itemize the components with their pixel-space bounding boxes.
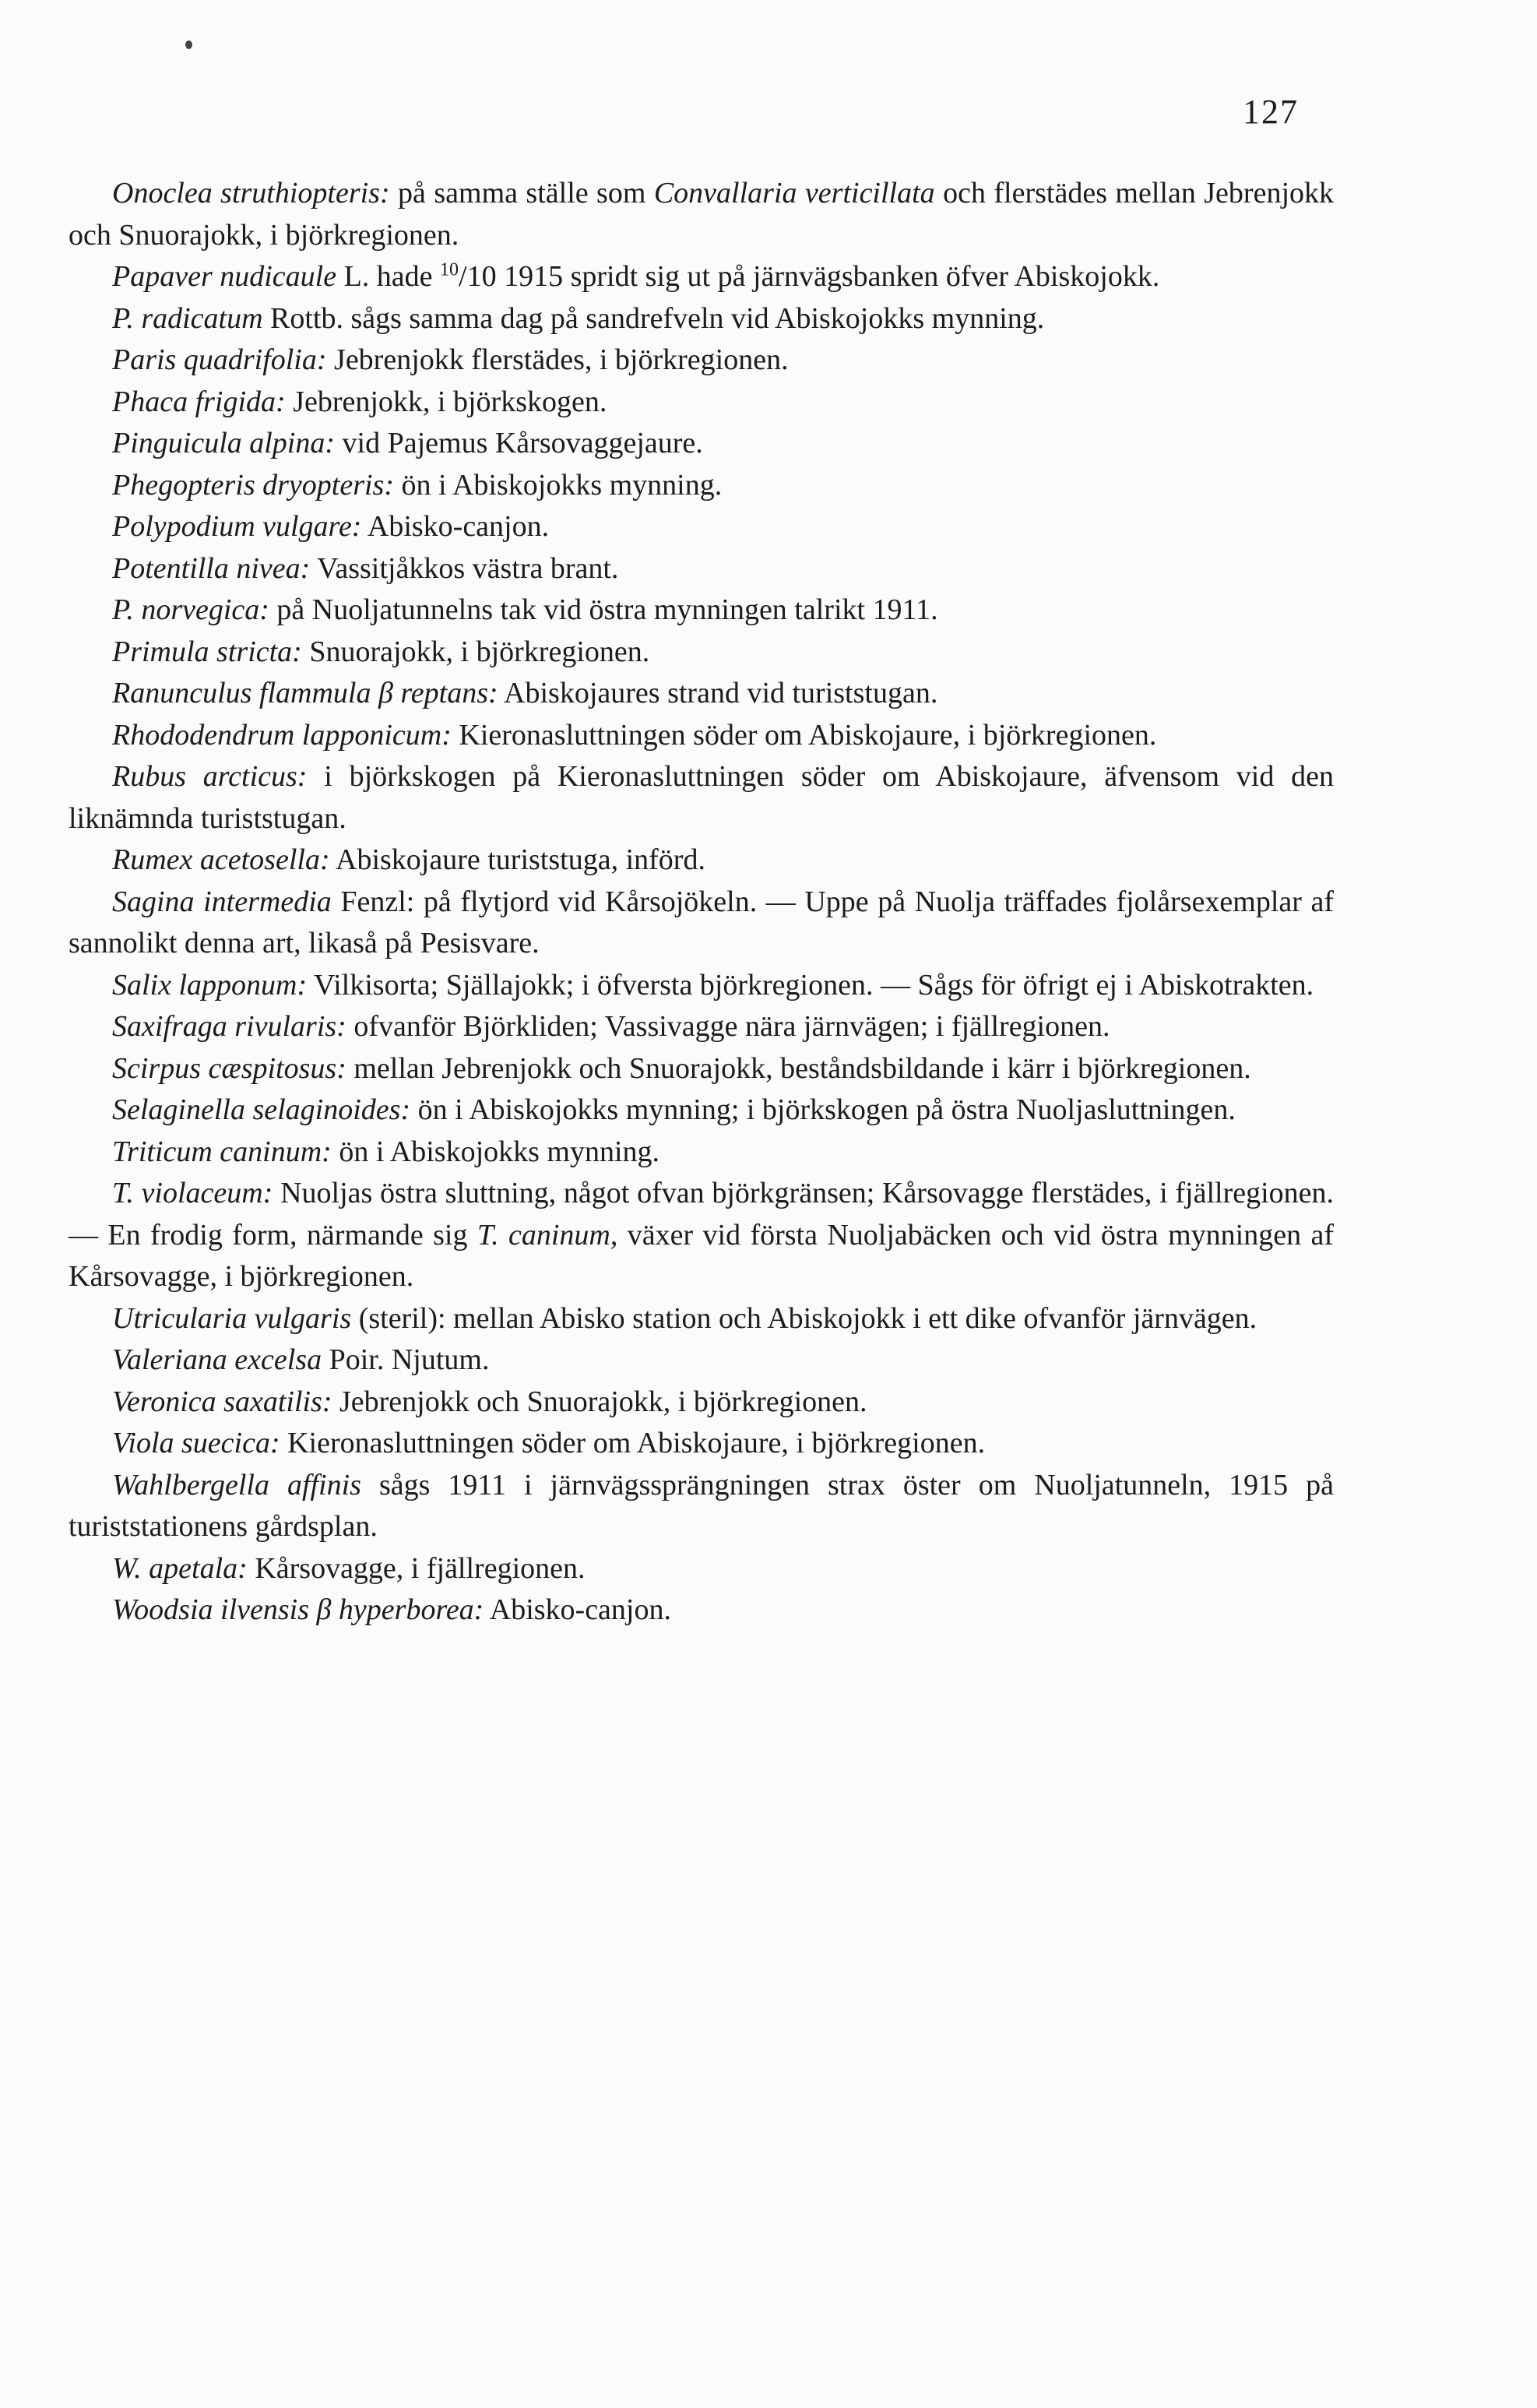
species-entry: [69, 506, 1334, 548]
species-entry: [69, 1340, 1334, 1382]
species-name: Scirpus cæspitosus:: [112, 1051, 346, 1085]
page-number: 127: [1243, 93, 1299, 131]
species-entry: [69, 882, 1334, 965]
species-name: Convallaria verticillata: [653, 177, 935, 209]
entry-text: Abiskojaure turiststuga, införd.: [329, 843, 705, 876]
species-name: Phaca frigida:: [112, 385, 286, 418]
species-name: Woodsia ilvensis β hyperborea:: [112, 1593, 484, 1626]
species-name: Papaver nudicaule: [112, 260, 337, 293]
species-name: P. radicatum: [112, 301, 263, 335]
species-name: Pinguicula alpina:: [112, 427, 336, 459]
entry-text: Abiskojaures strand vid turiststugan.: [498, 677, 938, 709]
entry-text: Abisko-canjon.: [361, 510, 550, 543]
species-name: Ranunculus flammula β reptans:: [112, 677, 498, 709]
species-name: Sagina intermedia: [112, 885, 332, 918]
entry-text: Jebrenjokk, i björkskogen.: [285, 385, 607, 418]
species-entry: [69, 1382, 1334, 1424]
species-entry: [69, 1006, 1334, 1048]
entry-text: ön i Abiskojokks mynning; i björkskogen på östra Nuoljasluttningen.: [410, 1093, 1236, 1126]
species-entry: [69, 340, 1334, 382]
species-name: Primula stricta:: [112, 635, 302, 668]
ink-speck: [185, 40, 192, 49]
species-name: Saxifraga rivularis:: [112, 1010, 346, 1043]
entry-text: på Nuoljatunnelns tak vid östra mynningen talrikt 1911.: [269, 593, 938, 626]
entry-text: i björkskogen på Kieronasluttningen söder om Abiskojaure, äfvensom vid den liknämnda turiststugan.: [69, 760, 1334, 835]
species-entry: [69, 173, 1334, 256]
entry-text: Nuoljas östra sluttning, något ofvan björkgränsen; Kårsovagge flerstädes, i fjällregionen. — En frodig form, närmande sig: [69, 1177, 1335, 1252]
species-entry: [69, 840, 1334, 882]
species-entry: [69, 1298, 1334, 1340]
species-entry: [69, 673, 1334, 715]
entry-text: Jebrenjokk flerstädes, i björkregionen.: [326, 343, 789, 376]
species-name: Salix lapponum:: [112, 968, 308, 1002]
species-name: Rhododendrum lapponicum:: [112, 718, 452, 752]
entry-text: och flerstädes mellan Jebrenjokk och Snuorajokk, i björkregionen.: [69, 177, 1334, 252]
entry-text: växer vid första Nuoljabäcken och vid östra mynningen af Kårsovagge, i björkregionen.: [69, 1218, 1335, 1293]
species-name: Veronica saxatilis:: [112, 1385, 332, 1418]
species-entry: [69, 632, 1334, 674]
species-entry: [69, 1548, 1334, 1590]
entry-text: Vilkisorta; Själlajokk; i öfversta björkregionen. — Sågs för öfrigt ej i Abiskotrakten.: [307, 968, 1314, 1002]
species-entry: [69, 1465, 1334, 1548]
species-name: T. caninum,: [477, 1218, 618, 1252]
species-name: Valeriana excelsa: [112, 1343, 322, 1376]
species-entry: [69, 298, 1334, 340]
date-denominator: /10: [459, 260, 497, 293]
entry-text: (steril): mellan Abisko station och Abiskojokk i ett dike ofvanför järnvägen.: [351, 1301, 1257, 1335]
species-name: Rumex acetosella:: [112, 843, 330, 876]
species-entry: [69, 1048, 1334, 1090]
species-entry: [69, 256, 1334, 298]
species-entry: [69, 1589, 1334, 1632]
entry-text: Kieronasluttningen söder om Abiskojaure, i björkregionen.: [451, 718, 1157, 752]
entry-text: vid Pajemus Kårsovaggejaure.: [335, 427, 703, 459]
species-name: Selaginella selaginoides:: [112, 1093, 411, 1126]
species-entry: [69, 1173, 1334, 1298]
species-name: Triticum caninum:: [112, 1135, 332, 1168]
species-name: Paris quadrifolia:: [112, 343, 327, 376]
species-name: Rubus arcticus:: [112, 760, 308, 793]
species-name: Wahlbergella affinis: [112, 1468, 361, 1501]
species-entry: [69, 1423, 1334, 1465]
entry-text: ön i Abiskojokks mynning.: [394, 468, 723, 502]
entry-text: 1915 spridt sig ut på järnvägsbanken öfver Abiskojokk.: [496, 260, 1160, 293]
species-entry: [69, 590, 1334, 632]
entry-text: Poir. Njutum.: [322, 1343, 490, 1376]
species-name: T. violaceum:: [112, 1177, 273, 1209]
species-entry: [69, 715, 1334, 757]
species-name: W. apetala:: [112, 1551, 248, 1585]
species-entry: [69, 1132, 1334, 1174]
entry-text: Jebrenjokk och Snuorajokk, i björkregionen.: [332, 1385, 867, 1418]
species-name: Utricularia vulgaris: [112, 1301, 352, 1335]
entry-text: Vassitjåkkos västra brant.: [310, 551, 619, 585]
entry-text: ofvanför Björkliden; Vassivagge nära järnvägen; i fjällregionen.: [346, 1010, 1110, 1043]
species-entry: [69, 1090, 1334, 1132]
species-name: P. norvegica:: [112, 593, 269, 626]
entry-text: sågs 1911 i järnvägssprängningen strax öster om Nuoljatunneln, 1915 på turiststationens gårdsplan.: [69, 1468, 1334, 1543]
species-name: Onoclea struthiopteris:: [112, 177, 390, 209]
species-entry: [69, 756, 1334, 840]
species-entry: [69, 965, 1334, 1007]
species-entry: [69, 548, 1334, 590]
species-entry: [69, 465, 1334, 507]
date-superscript: 10: [440, 259, 459, 280]
species-name: Polypodium vulgare:: [112, 510, 362, 543]
species-entry: [69, 423, 1334, 465]
entry-text: Snuorajokk, i björkregionen.: [301, 635, 650, 668]
entry-text: på samma ställe som: [389, 177, 654, 209]
entry-text: Abisko-canjon.: [484, 1593, 671, 1626]
entry-text: L. hade: [336, 260, 441, 293]
entry-text: Fenzl: på flytjord vid Kårsojökeln. — Uppe på Nuolja träffades fjolårsexemplar af sannolikt denna art, likaså på Pesisvare.: [69, 885, 1334, 959]
entry-text: Kieronasluttningen söder om Abiskojaure, i björkregionen.: [280, 1427, 986, 1459]
entry-text: Kårsovagge, i fjällregionen.: [247, 1551, 586, 1585]
species-entry: [69, 382, 1334, 424]
species-name: Phegopteris dryopteris:: [112, 468, 395, 502]
entry-text: mellan Jebrenjokk och Snuorajokk, beståndsbildande i kärr i björkregionen.: [346, 1051, 1251, 1085]
species-name: Viola suecica:: [112, 1427, 280, 1459]
species-name: Potentilla nivea:: [112, 551, 311, 585]
species-list: [69, 173, 1334, 1632]
entry-text: ön i Abiskojokks mynning.: [331, 1135, 660, 1168]
entry-text: Rottb. sågs samma dag på sandrefveln vid Abiskojokks mynning.: [262, 301, 1045, 335]
